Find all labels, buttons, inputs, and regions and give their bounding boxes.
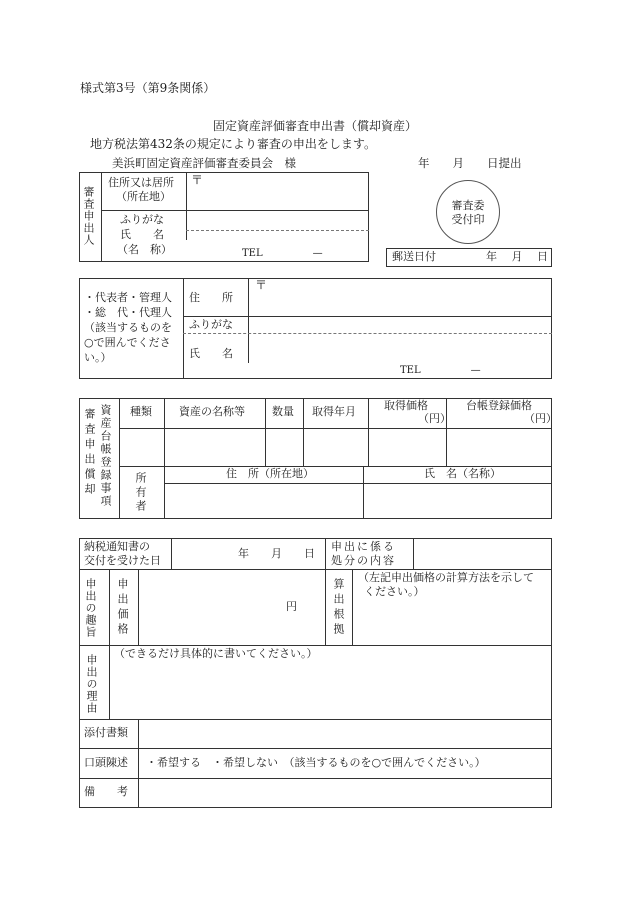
rep-furigana-field[interactable]: [252, 318, 548, 331]
rep-postal-mark: 〒: [255, 278, 268, 292]
applicant-address-sub: （所在地）: [116, 190, 171, 203]
owner-address-header: 住 所（所在地）: [226, 467, 314, 480]
asset-entry-row[interactable]: [121, 430, 550, 464]
col-header-asset-name: 資産の名称等: [179, 405, 245, 418]
applicant-section-label: 審査申出人: [82, 186, 95, 246]
applicant-name-field[interactable]: [190, 232, 365, 246]
col-header-quantity: 数量: [272, 405, 294, 418]
applicant-postal-mark: 〒: [191, 173, 204, 187]
col-yen-unit-1: （円）: [418, 412, 451, 425]
owner-name-field[interactable]: [366, 486, 550, 517]
applicant-furigana-label: ふりがな: [120, 213, 164, 226]
rep-address-field[interactable]: [268, 282, 548, 312]
applicant-address-field[interactable]: [205, 178, 365, 206]
basis-note-1: （左記申出価格の計算方法を示して: [358, 571, 534, 584]
price-label: 申出価格: [116, 578, 129, 638]
rep-tel-label[interactable]: TEL —: [400, 365, 481, 376]
attachments-label: 添付書類: [84, 726, 128, 739]
reason-field[interactable]: [112, 663, 550, 717]
disposal-field[interactable]: [416, 541, 550, 567]
applicant-name-label: 氏 名: [120, 228, 164, 241]
rep-note-3: （該当するものを: [84, 321, 172, 334]
rep-note-2: ・総 代・代理人: [84, 306, 172, 319]
applicant-furigana-field[interactable]: [190, 213, 365, 228]
stamp-line-1: 審査委: [451, 199, 485, 212]
intro-text: 地方税法第432条の規定により審査の申出をします。: [90, 137, 376, 151]
page-title: 固定資産評価審査申出書（償却資産）: [212, 119, 417, 133]
mail-date-label: 郵送日付: [392, 250, 436, 263]
col-header-acquired: 取得年月: [312, 405, 356, 418]
reason-note: （できるだけ具体的に書いてください。）: [114, 647, 318, 660]
rep-note-4: ○で囲んでくださ: [84, 336, 171, 349]
applicant-tel-label[interactable]: TEL —: [242, 248, 323, 259]
basis-field[interactable]: [356, 600, 550, 642]
disposal-label-1: 申出に係る: [331, 540, 396, 553]
reason-label: 申出の理由: [85, 654, 98, 714]
stamp-line-2: 受付印: [451, 213, 485, 226]
rep-address-label: 住 所: [189, 291, 233, 304]
rep-note-5: い。）: [84, 351, 112, 364]
col-header-register-price: 台帳登録価格: [466, 399, 532, 412]
rep-furigana-label: ふりがな: [189, 318, 233, 331]
basis-label: 算出根拠: [332, 578, 345, 638]
notice-label-2: 交付を受けた日: [84, 554, 161, 567]
owner-address-field[interactable]: [166, 486, 361, 517]
owner-label: 所有者: [134, 472, 147, 514]
col-header-type: 種類: [130, 405, 152, 418]
notice-label-1: 納税通知書の: [84, 540, 150, 553]
price-field[interactable]: [141, 572, 286, 642]
owner-name-header: 氏 名（名称）: [424, 467, 501, 480]
oral-statement-options[interactable]: ・希望する ・希望しない （該当するものを○で囲んでください。）: [146, 756, 486, 769]
col-yen-unit-2: （円）: [524, 412, 557, 425]
price-yen-unit: 円: [286, 600, 297, 613]
form-number: 様式第3号（第9条関係）: [80, 81, 216, 95]
assets-side-label-a: 審査申出償却: [83, 408, 96, 498]
addressee: 美浜町固定資産評価審査委員会 様: [112, 156, 296, 170]
applicant-address-label: 住所又は居所: [108, 176, 174, 189]
oral-statement-label: 口頭陳述: [84, 756, 128, 769]
col-header-acquisition-price: 取得価格: [384, 399, 428, 412]
rep-name-field[interactable]: [252, 337, 548, 361]
notice-date[interactable]: 年 月 日: [238, 547, 315, 560]
submit-date[interactable]: 年 月 日提出: [418, 156, 522, 170]
remarks-field[interactable]: [141, 781, 550, 806]
rep-name-label: 氏 名: [189, 347, 233, 360]
attachments-field[interactable]: [141, 722, 550, 746]
purpose-label: 申出の趣旨: [84, 578, 97, 638]
assets-side-label-b: 資産台帳登録事項: [99, 404, 112, 508]
mail-date-value[interactable]: 年 月 日: [486, 250, 548, 263]
remarks-label: 備 考: [84, 785, 128, 798]
rep-note-1: ・代表者・管理人: [84, 291, 172, 304]
basis-note-2: ください。）: [364, 585, 425, 598]
applicant-name-sub: （名 称）: [117, 243, 172, 256]
disposal-label-2: 処分の内容: [331, 554, 396, 567]
